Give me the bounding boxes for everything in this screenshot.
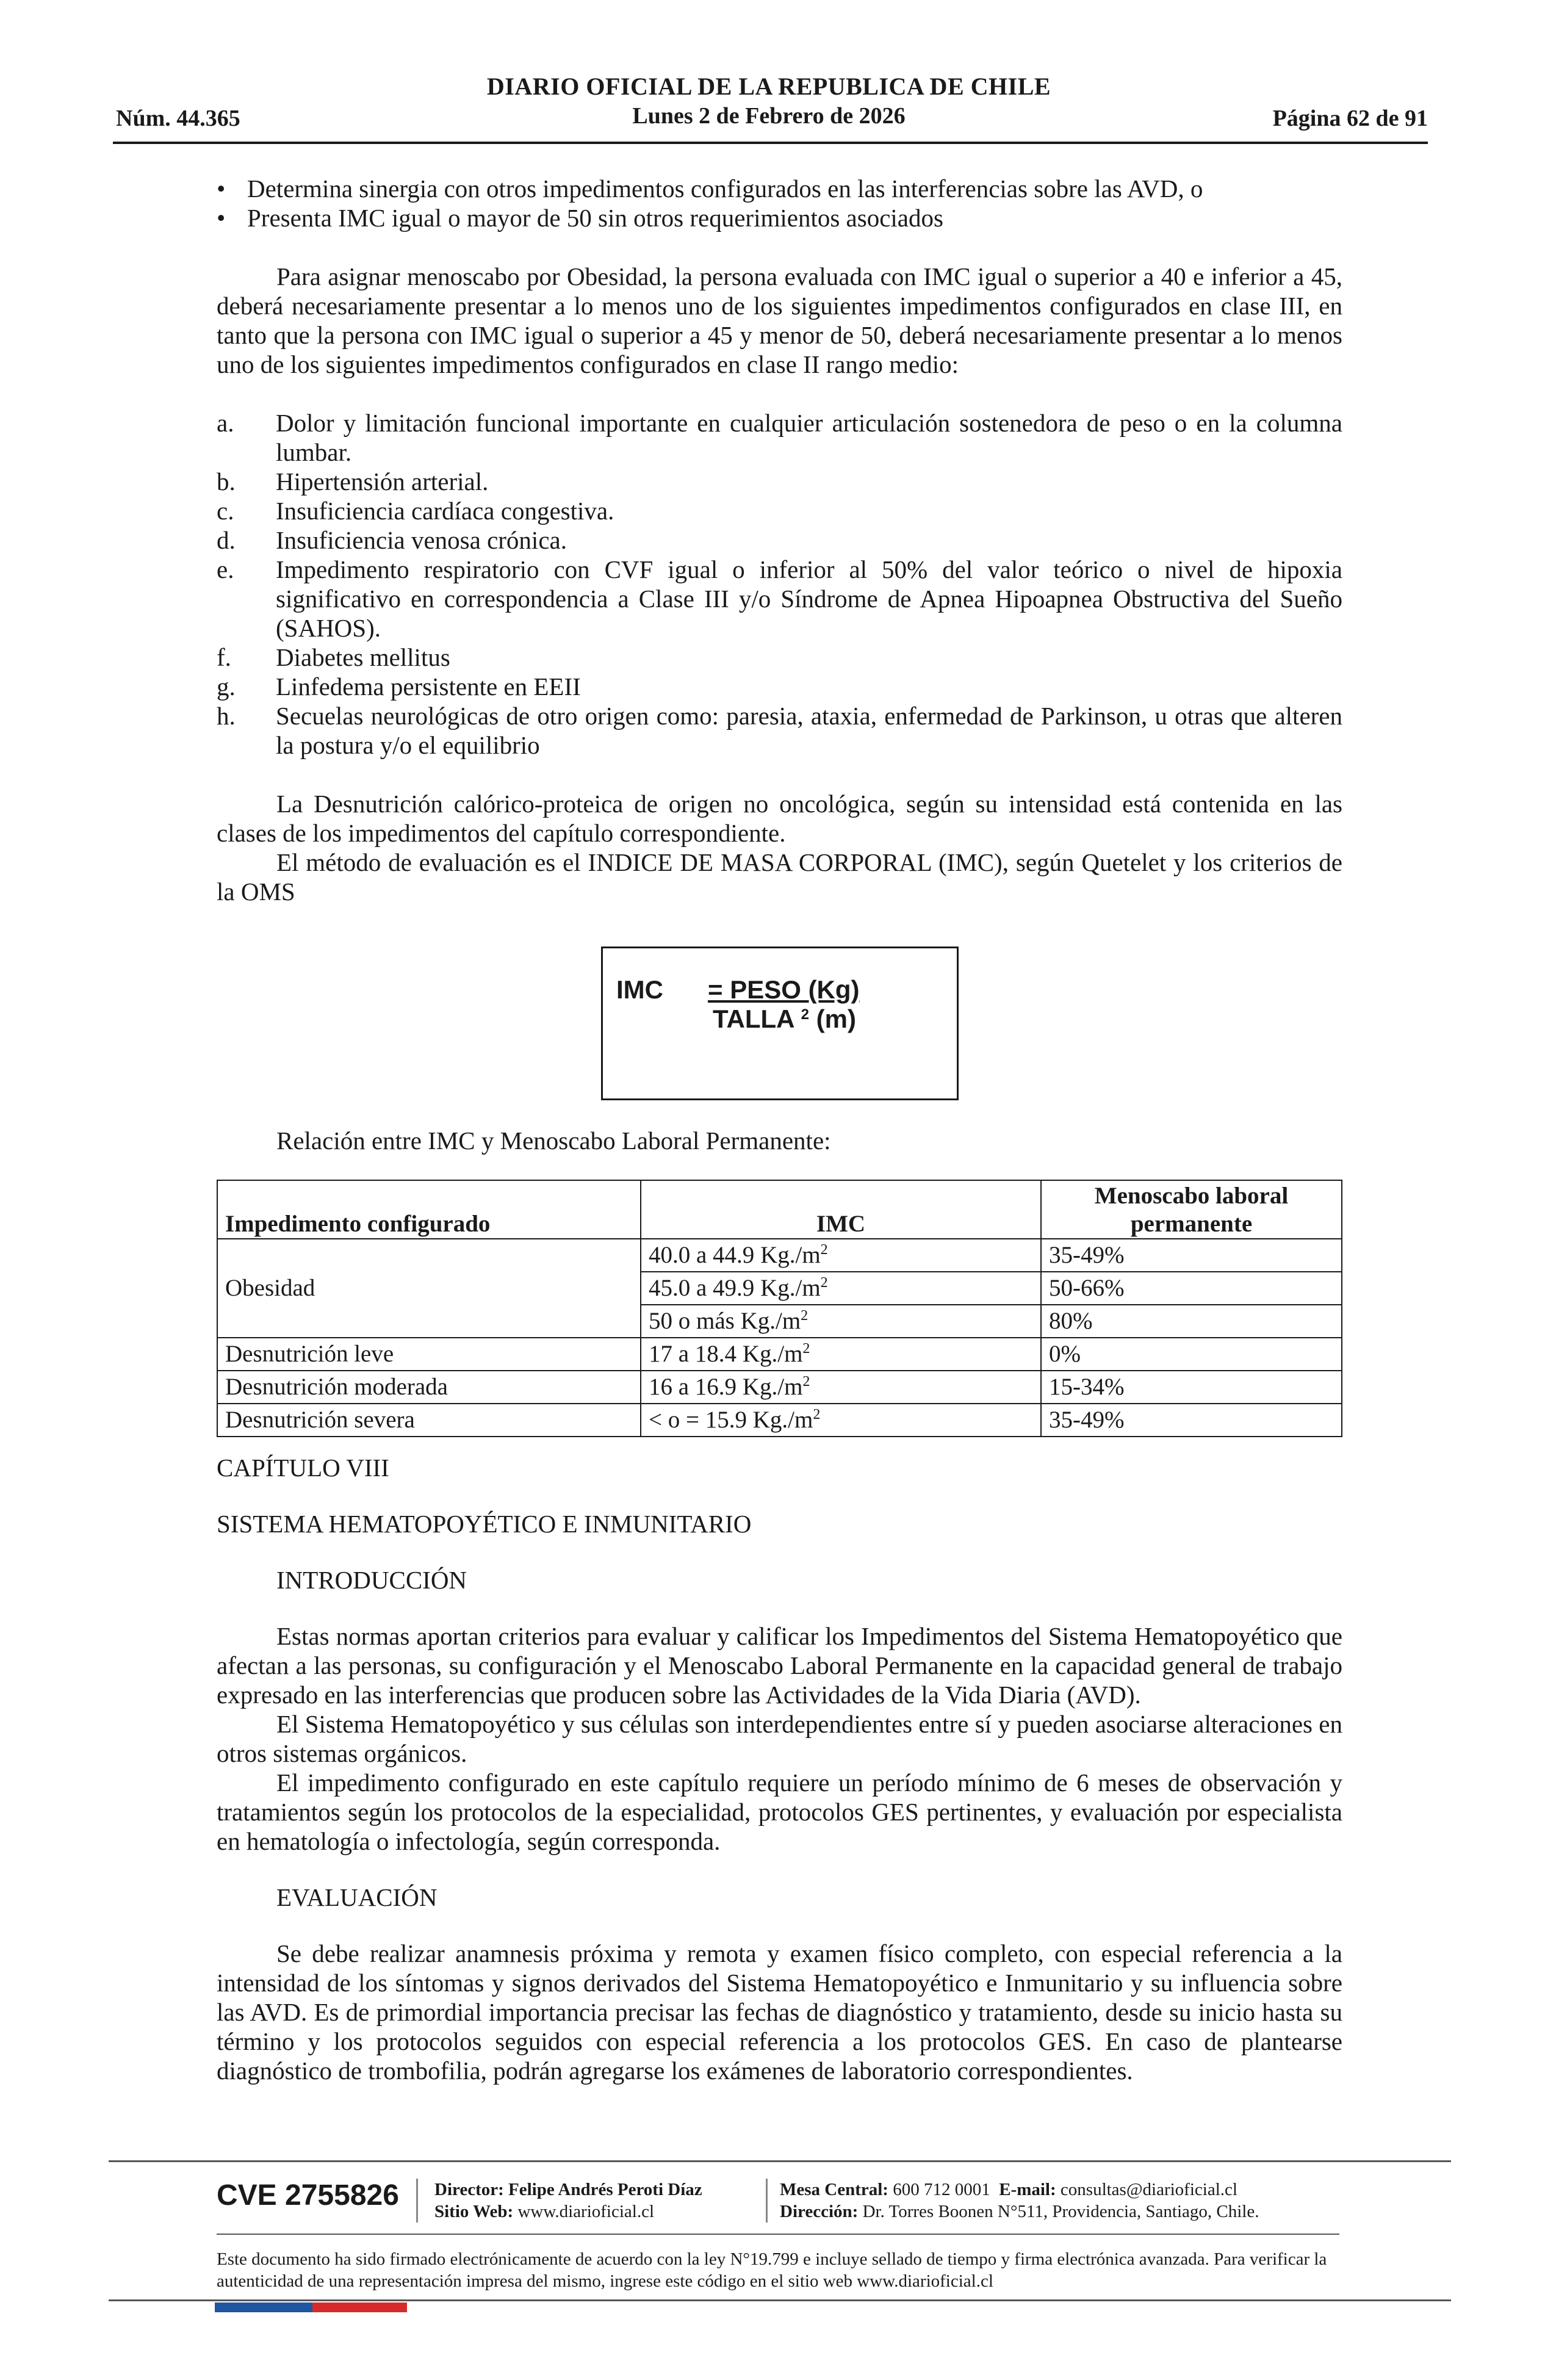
header-divider <box>113 142 1428 144</box>
email-link[interactable]: consultas@diarioficial.cl <box>1060 2180 1237 2199</box>
formula-numerator: = PESO (Kg) <box>708 975 860 1004</box>
table-cell: 17 a 18.4 $Kg./m^2$ <box>641 1338 1041 1371</box>
chapter-title: SISTEMA HEMATOPOYÉTICO E INMUNITARIO <box>217 1510 752 1538</box>
column-header: Menoscabo laboral permanente <box>1041 1180 1342 1239</box>
table-row <box>217 1239 1342 1272</box>
bullet-item: • Determina sinergia con otros impedimentos configurados en las interferencias sobre las AVD, o <box>217 174 1342 203</box>
bullet-item: • Presenta IMC igual o mayor de 50 sin otros requerimientos asociados <box>217 203 1342 233</box>
list-item: d. Insuficiencia venosa crónica. <box>217 526 567 554</box>
footer-divider <box>217 2234 1339 2235</box>
flag-stripe-red <box>312 2302 407 2312</box>
section-heading: EVALUACIÓN <box>276 1883 438 1911</box>
table-cell: Desnutrición severa <box>217 1404 641 1437</box>
table-intro: Relación entre IMC y Menoscabo Laboral Permanente: <box>276 1127 831 1155</box>
footer-contact-block: Mesa Central: 600 712 0001 E-mail: consultas@diarioficial.cl Dirección: Dr. Torres Boonen N°511, Providencia, Santiago, Chile. <box>780 2180 1259 2221</box>
list-item: a. Dolor y limitación funcional importante en cualquier articulación sostenedora de peso o en la columna lumbar. <box>217 409 1342 466</box>
imc-formula-box <box>601 947 959 1100</box>
chapter-number: CAPÍTULO VIII <box>217 1454 389 1482</box>
footer-divider <box>109 2160 1451 2162</box>
method-paragraph: El método de evaluación es el INDICE DE MASA CORPORAL (IMC), según Quetelet y los criterios de la OMS <box>217 848 1342 906</box>
table-cell: 0% <box>1041 1338 1342 1371</box>
list-item: b. Hipertensión arterial. <box>217 467 489 496</box>
table-cell: Desnutrición leve <box>217 1338 641 1371</box>
footer-divider <box>109 2299 1451 2301</box>
table-cell: 80% <box>1041 1305 1342 1338</box>
malnutrition-paragraph: La Desnutrición calórico-proteica de origen no oncológica, según su intensidad está contenida en las clases de los impedimentos del capítulo correspondiente. <box>217 790 1342 847</box>
issue-date: Lunes 2 de Febrero de 2026 <box>632 103 906 129</box>
bullet-list <box>217 174 1342 233</box>
issue-number: Núm. 44.365 <box>116 106 240 131</box>
table-cell: 40.0 a 44.9 $Kg./m^2$ <box>641 1239 1041 1272</box>
signature-note: Este documento ha sido firmado electrónicamente de acuerdo con la ley N°19.799 e incluye sellado de tiempo y firma electrónica avanzada. Para verificar la autenticidad de una representación impresa del mismo, ingrese este código en el sitio web www.diarioficial.cl <box>217 2249 1327 2291</box>
cve-code: CVE 2755826 <box>217 2179 399 2212</box>
list-item: e. Impedimento respiratorio con CVF igual o inferior al 50% del valor teórico o nivel de hipoxia significativo en correspondencia a Clase III y/o Síndrome de Apnea Hipoapnea Obstructiva del Sueño (SAHOS). <box>217 555 1342 642</box>
table-cell: Obesidad <box>217 1239 641 1338</box>
table-cell: 16 a 16.9 $Kg./m^2$ <box>641 1371 1041 1404</box>
column-header: IMC <box>641 1180 1041 1239</box>
table-row <box>217 1338 1342 1371</box>
footer-director-block: Director: Felipe Andrés Peroti Díaz Sitio Web: www.diarioficial.cl <box>434 2180 702 2221</box>
intro-paragraph: El impedimento configurado en este capítulo requiere un período mínimo de 6 meses de observación y tratamientos según los protocolos de la especialidad, protocolos GES pertinentes, y evaluación por especialista en hematología o infectología, según corresponda. <box>217 1769 1342 1855</box>
column-header: Impedimento configurado <box>217 1180 641 1239</box>
page-header <box>110 72 1428 145</box>
list-item: f. Diabetes mellitus <box>217 643 450 671</box>
page-body <box>217 174 1342 2085</box>
footer-separator <box>766 2179 768 2223</box>
imc-table <box>217 1180 1342 1437</box>
evaluation-paragraph: Se debe realizar anamnesis próxima y remota y examen físico completo, con especial referencia a la intensidad de los síntomas y signos derivados del Sistema Hematopoyético e Inmunitario y su influencia sobre las AVD. Es de primordial importancia precisar las fechas de diagnóstico y tratamiento, desde su inicio hasta su término y los protocolos seguidos con especial referencia a los protocolos GES. En caso de plantearse diagnóstico de trombofilia, podrán agregarse los exámenes de laboratorio correspondientes. <box>217 1939 1342 2085</box>
table-cell: 50-66% <box>1041 1272 1342 1305</box>
table-cell: 15-34% <box>1041 1371 1342 1404</box>
formula-label: IMC <box>616 975 663 1004</box>
newspaper-title: DIARIO OFICIAL DE LA REPUBLICA DE CHILE <box>486 73 1051 100</box>
table-cell: Desnutrición moderada <box>217 1371 641 1404</box>
list-item: c. Insuficiencia cardíaca congestiva. <box>217 497 614 525</box>
section-heading: INTRODUCCIÓN <box>276 1566 467 1594</box>
formula-denominator: TALLA $^2$ (m) <box>713 1004 856 1033</box>
impediment-list <box>217 408 1342 760</box>
intro-paragraph: Estas normas aportan criterios para evaluar y calificar los Impedimentos del Sistema Hematopoyético que afectan a las personas, su configuración y el Menoscabo Laboral Permanente en la capacidad general de trabajo expresado en las interferencias que producen sobre las Actividades de la Vida Diaria (AVD). <box>217 1622 1342 1709</box>
list-item: g. Linfedema persistente en EEII <box>217 673 581 701</box>
table-cell: 50 o más $Kg./m^2$ <box>641 1305 1041 1338</box>
intro-paragraph: El Sistema Hematopoyético y sus células son interdependientes entre sí y pueden asociarse alteraciones en otros sistemas orgánicos. <box>217 1710 1342 1767</box>
table-row <box>217 1404 1342 1437</box>
table-cell: < o = 15.9 $Kg./m^2$ <box>641 1404 1041 1437</box>
table-cell: 35-49% <box>1041 1239 1342 1272</box>
footer-separator <box>416 2179 418 2223</box>
table-header-row <box>217 1180 1342 1239</box>
obesity-paragraph: Para asignar menoscabo por Obesidad, la persona evaluada con IMC igual o superior a 40 e inferior a 45, deberá necesariamente presentar a lo menos uno de los siguientes impedimentos configurados en clase III, en tanto que la persona con IMC igual o superior a 45 y menor de 50, deberá necesariamente presentar a lo menos uno de los siguientes impedimentos configurados en clase II rango medio: <box>217 262 1342 378</box>
flag-stripe-blue <box>215 2302 312 2312</box>
list-item: h. Secuelas neurológicas de otro origen como: paresia, ataxia, enfermedad de Parkinson, u otras que alteren la postura y/o el equilibrio <box>217 702 1342 759</box>
table-row <box>217 1371 1342 1404</box>
table-cell: 35-49% <box>1041 1404 1342 1437</box>
page-number: Página 62 de 91 <box>1272 106 1428 131</box>
table-cell: 45.0 a 49.9 $Kg./m^2$ <box>641 1272 1041 1305</box>
website-link[interactable]: www.diarioficial.cl <box>517 2202 655 2221</box>
